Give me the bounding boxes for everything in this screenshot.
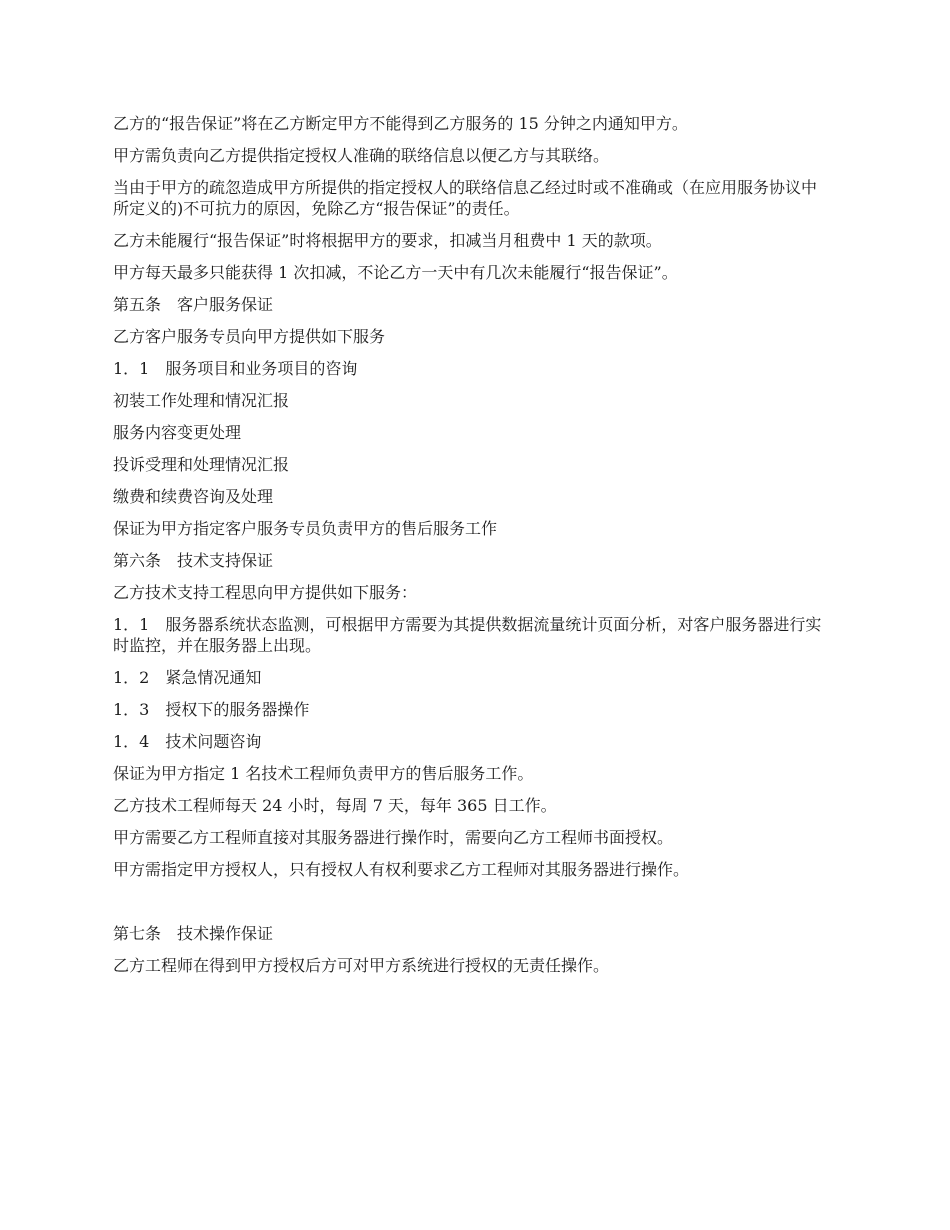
paragraph-written-authorization: 甲方需要乙方工程师直接对其服务器进行操作时，需要向乙方工程师书面授权。 — [113, 828, 674, 847]
item-1-4-tech-consulting: 1．4 技术问题咨询 — [113, 732, 262, 751]
paragraph-working-hours: 乙方技术工程师每天 24 小时，每周 7 天，每年 365 日工作。 — [113, 796, 557, 815]
paragraph-fee-deduction: 乙方未能履行“报告保证”时将根据甲方的要求，扣减当月租费中 1 天的款项。 — [113, 231, 662, 250]
item-1-1-consultation: 1．1 服务项目和业务项目的咨询 — [113, 359, 358, 378]
paragraph-report-guarantee-notice: 乙方的“报告保证”将在乙方断定甲方不能得到乙方服务的 15 分钟之内通知甲方。 — [113, 114, 688, 133]
item-1-2-emergency: 1．2 紧急情况通知 — [113, 668, 262, 687]
list-item-complaints: 投诉受理和处理情况汇报 — [113, 455, 290, 474]
paragraph-service-specialist: 保证为甲方指定客户服务专员负责甲方的售后服务工作 — [113, 519, 498, 538]
paragraph-authorized-operation: 乙方工程师在得到甲方授权后方可对甲方系统进行授权的无责任操作。 — [113, 956, 610, 975]
paragraph-dedicated-engineer: 保证为甲方指定 1 名技术工程师负责甲方的售后服务工作。 — [113, 764, 534, 783]
list-item-payment: 缴费和续费咨询及处理 — [113, 487, 274, 506]
item-1-3-authorized-ops: 1．3 授权下的服务器操作 — [113, 700, 310, 719]
paragraph-tech-support-intro: 乙方技术支持工程思向甲方提供如下服务： — [113, 583, 418, 602]
list-item-initial-setup: 初装工作处理和情况汇报 — [113, 391, 290, 410]
document-body — [113, 113, 829, 987]
paragraph-force-majeure-exemption: 当由于甲方的疏忽造成甲方所提供的指定授权人的联络信息乙经过时或不准确或（在应用服务协议中所定义的)不可抗力的原因，免除乙方“报告保证”的责任。 — [113, 178, 818, 218]
list-item-content-change: 服务内容变更处理 — [113, 423, 242, 442]
paragraph-contact-info-duty: 甲方需负责向乙方提供指定授权人准确的联络信息以便乙方与其联络。 — [113, 146, 610, 165]
paragraph-customer-service-intro: 乙方客户服务专员向甲方提供如下服务 — [113, 327, 386, 346]
article-7-heading: 第七条 技术操作保证 — [113, 924, 274, 943]
paragraph-daily-deduction-limit: 甲方每天最多只能获得 1 次扣减，不论乙方一天中有几次未能履行“报告保证”。 — [113, 263, 678, 282]
article-6-heading: 第六条 技术支持保证 — [113, 551, 274, 570]
paragraph-authorized-person: 甲方需指定甲方授权人，只有授权人有权利要求乙方工程师对其服务器进行操作。 — [113, 860, 690, 879]
item-1-1-monitoring: 1．1 服务器系统状态监测，可根据甲方需要为其提供数据流量统计页面分析，对客户服务器进行实时监控，并在服务器上出现。 — [113, 615, 822, 655]
article-5-heading: 第五条 客户服务保证 — [113, 295, 274, 314]
